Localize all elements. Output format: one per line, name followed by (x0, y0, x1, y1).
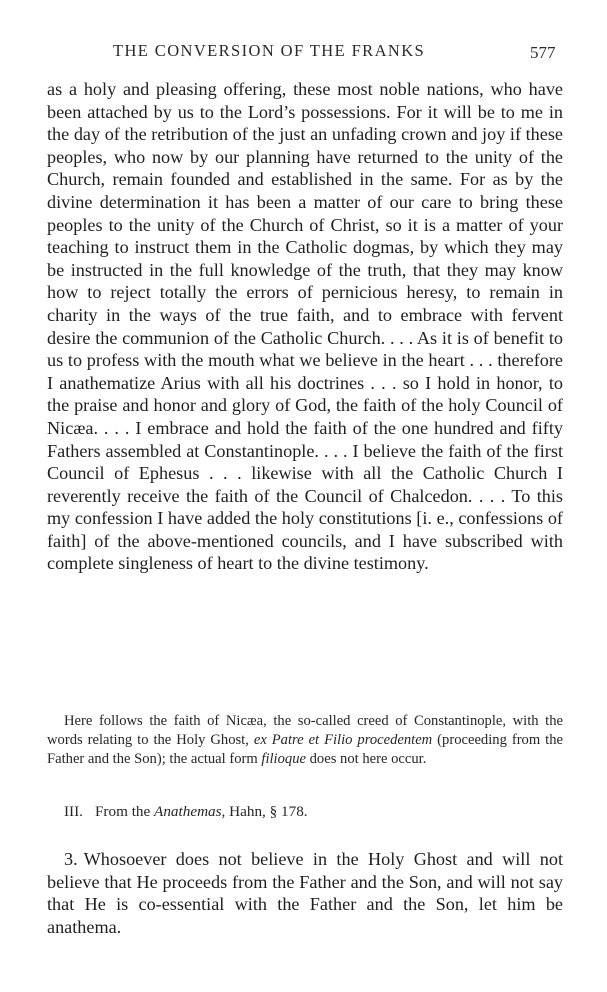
source-title: Anathemas (154, 803, 222, 820)
page-number: 577 (530, 43, 556, 62)
section-numeral: III. (64, 803, 83, 820)
source-heading (64, 803, 308, 821)
main-paragraph: as a holy and pleasing offering, these most noble nations, who have been attached by us to the Lord’s possessions. For it will be to me in the day of the retribution of the just an unfading crown and joy if these peoples, who now by our planning have returned to the unity of the Church, remain founded and established in the same. For as by the divine determination it has been a matter of our care to bring these peoples to the unity of the Church of Christ, so it is a matter of your teaching to instruct them in the Catholic dogmas, by which they may be instructed in the full knowledge of the truth, that they may know how to reject totally the errors of pernicious heresy, to remain in charity in the ways of the true faith, and to embrace with fervent desire the communion of the Catholic Church. . . . As it is of benefit to us to profess with the mouth what we believe in the heart . . . therefore I anathematize Arius with all his doctrines . . . so I hold in honor, to the praise and honor and glory of God, the faith of the holy Council of Nicæa. . . . I embrace and hold the faith of the one hundred and fifty Fathers assembled at Constantinople. . . . I believe the faith of the first Council of Ephesus . . . likewise with all the Catholic Church I reverently receive the faith of the Council of Chalcedon. . . . To this my confession I have added the holy constitutions [i. e., confessions of faith] of the above-mentioned councils, and I have subscribed with complete singleness of heart to the divine testimony. (47, 79, 563, 574)
editorial-note (47, 712, 563, 770)
source-suffix: , Hahn, § 178. (221, 803, 308, 820)
running-title: THE CONVERSION OF THE FRANKS (113, 41, 426, 60)
page-header (0, 41, 607, 67)
anathema-text: Whosoever does not believe in the Holy Ghost and will not believe that He proceeds from the Father and the Son, and will not say that He is co-essential with the Father and the Son, let him be anathema. (47, 849, 563, 937)
main-text (47, 78, 563, 575)
note-text-1: Here follows the faith of Nicæa, the so-called creed of Constantinople, with the words relating to the Holy Ghost, (47, 713, 563, 749)
note-text-2: (proceeding from the Father and the Son); the actual form (47, 732, 563, 768)
anathema-number: 3. (64, 849, 78, 869)
note-text-3: does not here occur. (305, 751, 427, 768)
anathema-paragraph (47, 848, 563, 938)
note-filioque: filioque (261, 751, 306, 768)
note-latin-phrase: ex Patre et Filio procedentem (253, 732, 433, 749)
source-prefix: From the (94, 803, 155, 820)
